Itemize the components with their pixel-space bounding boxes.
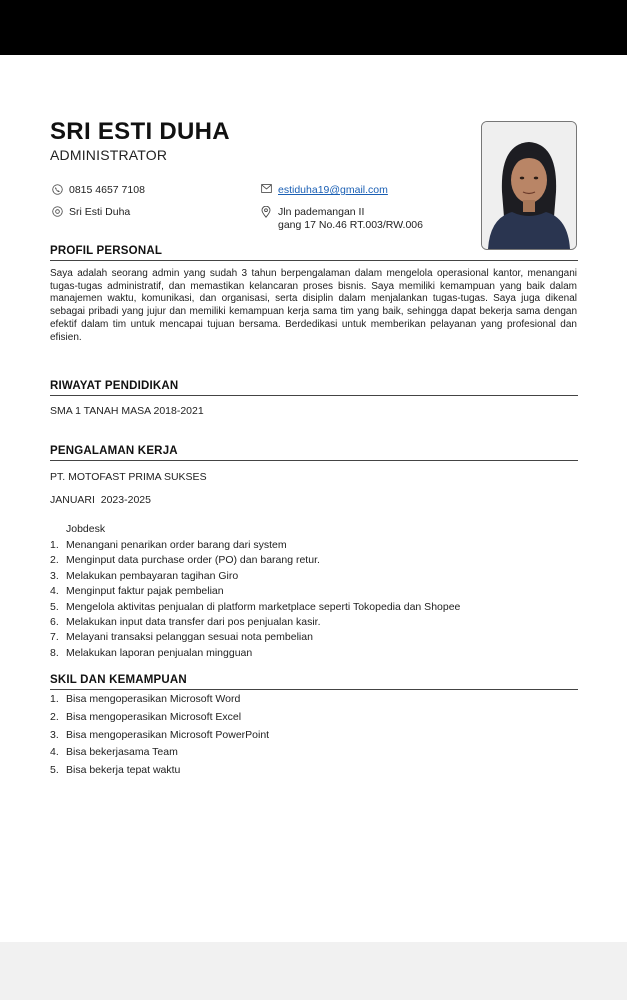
skills-list bbox=[50, 691, 269, 780]
skill-item-number: 2. bbox=[50, 710, 59, 723]
jobdesk-label: Jobdesk bbox=[66, 523, 106, 535]
skill-item bbox=[50, 691, 269, 709]
skill-item-number: 3. bbox=[50, 728, 59, 741]
skill-item bbox=[50, 727, 269, 745]
address-line-2: gang 17 No.46 RT.003/RW.006 bbox=[278, 219, 423, 231]
jobdesk-item-number: 4. bbox=[50, 585, 59, 598]
skills-section-title: SKIL DAN KEMAMPUAN bbox=[50, 674, 187, 686]
jobdesk-item bbox=[50, 646, 460, 661]
job-role: ADMINISTRATOR bbox=[50, 147, 168, 163]
contact-instagram bbox=[50, 206, 130, 219]
skill-item-text: Bisa bekerja tepat waktu bbox=[66, 764, 181, 777]
jobdesk-item-text: Melayani transaksi pelanggan sesuai nota pembelian bbox=[66, 631, 313, 644]
jobdesk-item-number: 5. bbox=[50, 600, 59, 613]
skill-item-number: 4. bbox=[50, 746, 59, 759]
skill-item-text: Bisa mengoperasikan Microsoft PowerPoint bbox=[66, 728, 270, 741]
education-entry: SMA 1 TANAH MASA 2018-2021 bbox=[50, 405, 204, 417]
email-icon bbox=[259, 184, 273, 193]
experience-section-title: PENGALAMAN KERJA bbox=[50, 445, 178, 457]
person-portrait-icon bbox=[482, 122, 576, 249]
jobdesk-list bbox=[50, 538, 460, 661]
skill-item bbox=[50, 709, 269, 727]
jobdesk-item-number: 7. bbox=[50, 631, 59, 644]
location-pin-icon bbox=[259, 206, 273, 218]
jobdesk-item-number: 2. bbox=[50, 554, 59, 567]
contact-phone bbox=[50, 184, 145, 197]
profile-section-title: PROFIL PERSONAL bbox=[50, 245, 163, 257]
skill-item-text: Bisa mengoperasikan Microsoft Excel bbox=[66, 710, 242, 723]
address-line-1: Jln pademangan II bbox=[278, 206, 365, 218]
skills-divider bbox=[50, 689, 578, 690]
jobdesk-item bbox=[50, 615, 460, 630]
profile-text: Saya adalah seorang admin yang sudah 3 tahun berpengalaman dalam mengelola operasional kantor, menangani tugas-tugas administratif, dan memastikan kelancaran proses bisnis. Saya memiliki kemampuan yang baik dalam manajemen waktu, komunikasi, dan organisasi, serta disiplin dalam menjalankan tugas-tugas. Saya juga dikenal sebagai pribadi yang jujur dan memiliki kemampuan kerja sama tim yang baik, sehingga dapat bekerja sama dengan efektif dalam tim untuk mencapai tujuan bersama. Berdedikasi untuk memberikan pelayanan yang profesional dan efisien. bbox=[50, 268, 577, 343]
jobdesk-item-number: 1. bbox=[50, 539, 59, 551]
jobdesk-item-text: Menangani penarikan order barang dari system bbox=[66, 539, 287, 551]
jobdesk-item-number: 6. bbox=[50, 616, 59, 629]
skill-item-number: 1. bbox=[50, 693, 59, 705]
skill-item bbox=[50, 744, 269, 762]
jobdesk-item bbox=[50, 584, 460, 599]
jobdesk-item bbox=[50, 630, 460, 645]
jobdesk-item-number: 8. bbox=[50, 646, 59, 659]
email-link[interactable]: estiduha19@gmail.com bbox=[278, 184, 388, 196]
skill-item-number: 5. bbox=[50, 764, 59, 777]
company-name: PT. MOTOFAST PRIMA SUKSES bbox=[50, 471, 207, 483]
jobdesk-item bbox=[50, 538, 460, 553]
phone-icon bbox=[50, 184, 64, 195]
jobdesk-item-text: Melakukan pembayaran tagihan Giro bbox=[66, 569, 239, 582]
jobdesk-item-text: Melakukan input data transfer dari pos penjualan kasir. bbox=[66, 616, 321, 629]
contact-email bbox=[259, 184, 388, 197]
jobdesk-item-text: Mengelola aktivitas penjualan di platform marketplace seperti Tokopedia dan Shopee bbox=[66, 600, 461, 613]
education-section-title: RIWAYAT PENDIDIKAN bbox=[50, 380, 179, 392]
jobdesk-item-number: 3. bbox=[50, 569, 59, 582]
profile-divider bbox=[50, 260, 578, 261]
contact-address bbox=[259, 206, 423, 232]
skill-item bbox=[50, 762, 269, 780]
resume-page bbox=[0, 55, 627, 942]
phone-number: 0815 4657 7108 bbox=[69, 184, 145, 196]
top-black-bar bbox=[0, 0, 627, 55]
instagram-handle: Sri Esti Duha bbox=[69, 206, 131, 218]
instagram-icon bbox=[50, 206, 64, 217]
jobdesk-item bbox=[50, 569, 460, 584]
jobdesk-item bbox=[50, 553, 460, 568]
jobdesk-item bbox=[50, 600, 460, 615]
bottom-gray-bar bbox=[0, 942, 627, 1000]
education-divider bbox=[50, 395, 578, 396]
jobdesk-item-text: Menginput data purchase order (PO) dan barang retur. bbox=[66, 554, 320, 567]
experience-divider bbox=[50, 460, 578, 461]
person-name: SRI ESTI DUHA bbox=[50, 118, 230, 145]
skill-item-text: Bisa mengoperasikan Microsoft Word bbox=[66, 693, 241, 705]
jobdesk-item-text: Menginput faktur pajak pembelian bbox=[66, 585, 224, 598]
jobdesk-item-text: Melakukan laporan penjualan mingguan bbox=[66, 646, 253, 659]
profile-photo bbox=[481, 121, 577, 250]
work-period: JANUARI 2023-2025 bbox=[50, 494, 151, 506]
skill-item-text: Bisa bekerjasama Team bbox=[66, 746, 178, 759]
